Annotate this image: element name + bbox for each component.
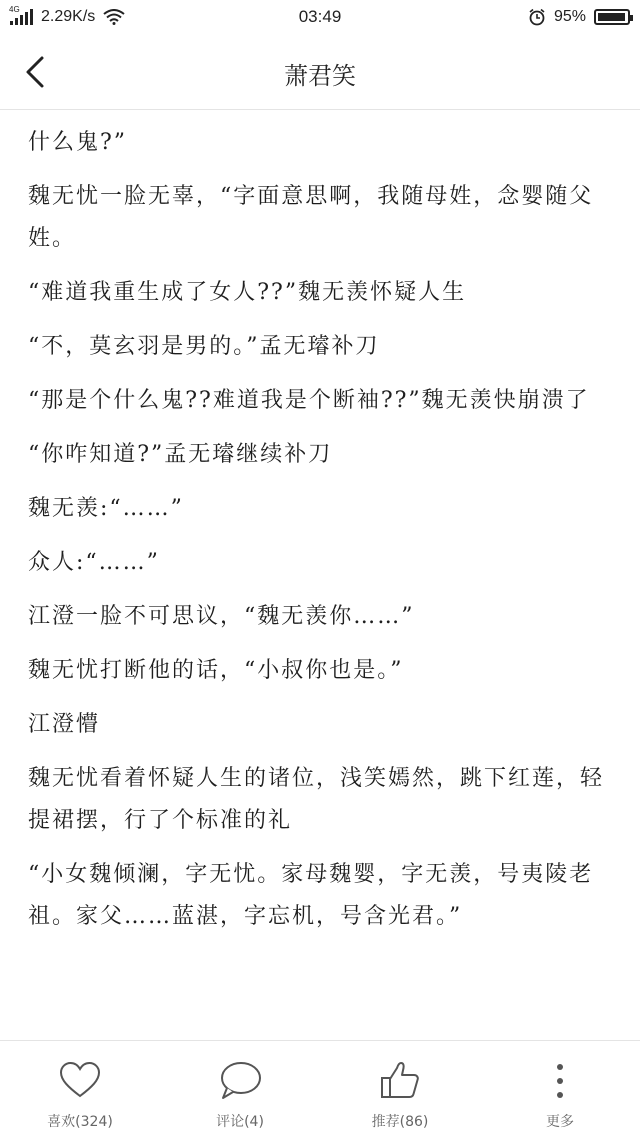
comment-label: 评论(4) — [216, 1114, 264, 1130]
battery-icon — [594, 9, 630, 25]
story-paragraph: 魏无羡:“……” — [28, 496, 184, 521]
more-button[interactable] — [480, 1041, 640, 1138]
story-paragraph: “难道我重生成了女人??”魏无羡怀疑人生 — [28, 280, 467, 305]
story-paragraph: “不，莫玄羽是男的。”孟无璿补刀 — [28, 334, 380, 359]
battery-fill — [598, 13, 625, 21]
story-paragraph: “你咋知道?”孟无璿继续补刀 — [28, 442, 333, 467]
status-right — [528, 8, 630, 26]
recommend-button[interactable] — [320, 1041, 480, 1138]
bottom-action-bar — [0, 1040, 640, 1138]
clock: 03:49 — [298, 7, 342, 26]
story-paragraph: “那是个什么鬼??难道我是个断袖??”魏无羡快崩溃了 — [28, 388, 590, 413]
more-label: 更多 — [546, 1114, 574, 1130]
comment-button[interactable] — [160, 1041, 320, 1138]
story-paragraph: 江澄懵 — [28, 712, 101, 737]
like-button[interactable] — [0, 1041, 160, 1138]
wifi-icon — [103, 9, 125, 25]
heart-icon — [58, 1059, 102, 1103]
story-paragraph: 江澄一脸不可思议，“魏无羡你……” — [28, 604, 415, 629]
header — [0, 34, 640, 110]
network-speed: 2.29K/s — [41, 8, 96, 25]
story-paragraph: 什么鬼?” — [28, 130, 128, 155]
status-bar — [0, 0, 640, 34]
battery-percent: 95% — [553, 8, 586, 25]
alarm-icon — [528, 8, 546, 26]
article-content[interactable] — [0, 110, 640, 1040]
comment-bubble-icon — [218, 1059, 262, 1103]
like-label: 喜欢(324) — [47, 1114, 113, 1130]
signal-icon — [9, 5, 33, 25]
story-paragraph: 魏无忧看着怀疑人生的诸位，浅笑嫣然，跳下红莲，轻提裙摆，行了个标准的礼 — [28, 766, 605, 833]
recommend-label: 推荐(86) — [371, 1114, 429, 1130]
more-vertical-icon — [538, 1059, 582, 1103]
page-title: 萧君笑 — [284, 62, 356, 90]
thumbs-up-icon — [378, 1059, 422, 1103]
network-type: 4G — [9, 5, 20, 14]
story-paragraph: 众人:“……” — [28, 550, 160, 575]
story-paragraph: 魏无忧一脸无辜，“字面意思啊，我随母姓，念婴随父姓。 — [28, 184, 594, 251]
story-paragraph: 魏无忧打断他的话，“小叔你也是。” — [28, 658, 404, 683]
story-paragraph: “小女魏倾澜，字无忧。家母魏婴，字无羡，号夷陵老祖。家父……蓝湛，字忘机，号含光君。” — [28, 862, 594, 929]
status-left — [9, 5, 125, 26]
